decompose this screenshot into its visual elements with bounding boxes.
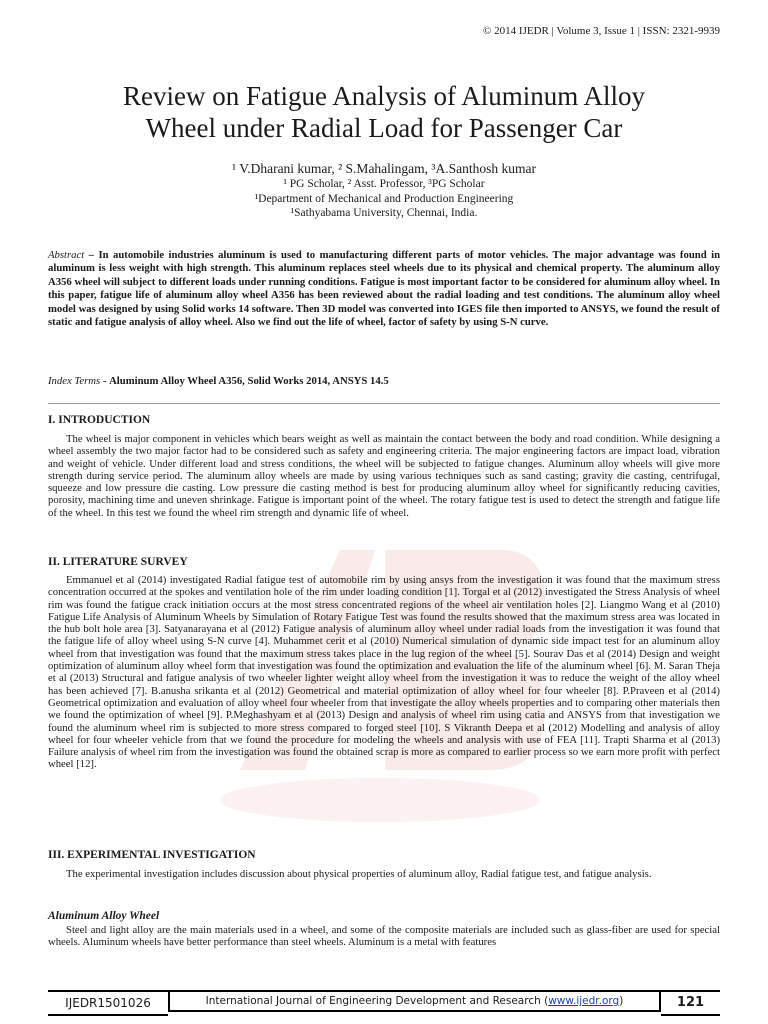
- experimental-investigation-text: The experimental investigation includes discussion about physical properties of aluminum alloy, Radial fatigue test, and fatigue analysis.: [66, 868, 652, 880]
- abstract-text: In automobile industries aluminum is used to manufacturing different parts of motor vehicles. The major advantage was found in aluminum is less weight with high strength. This aluminum replaces steel wheels due to its physical and chemical property. The aluminum alloy A356 wheel will subject to different loads under running conditions. Fatigue is most important factor to be considered for aluminum alloy wheel. In this paper, fatigue life of aluminum alloy wheel A356 has been reviewed about the radial loading and test conditions. The aluminum alloy wheel model was designed by using Solid works 14 software. Then 3D model was converted into IGES file then imported to ANSYS, we found the result of static and fatigue analysis of alloy wheel. Also we find out the life of wheel, factor of safety by using S-N curve.: [48, 249, 721, 329]
- author-department: ¹Department of Mechanical and Production Engineering: [254, 192, 514, 205]
- page-footer: [48, 990, 720, 1018]
- title-line-2: Wheel under Radial Load for Passenger Car: [145, 113, 623, 143]
- heading-experimental-investigation: III. EXPERIMENTAL INVESTIGATION: [48, 849, 256, 861]
- heading-aluminum-alloy-wheel: Aluminum Alloy Wheel: [48, 910, 160, 922]
- abstract-label: Abstract: [48, 249, 85, 261]
- heading-introduction: I. INTRODUCTION: [48, 414, 151, 426]
- abstract-separator: –: [84, 249, 99, 261]
- index-terms-values: Aluminum Alloy Wheel A356, Solid Works 2014, ANSYS 14.5: [109, 375, 389, 387]
- author-block: [48, 160, 720, 221]
- journal-name-close: ): [619, 995, 624, 1007]
- index-terms-label: Index Terms: [48, 375, 101, 387]
- paper-title: [48, 80, 720, 144]
- page-number: 121: [661, 990, 720, 1016]
- heading-literature-survey: II. LITERATURE SURVEY: [48, 556, 188, 568]
- author-roles: ¹ PG Scholar, ² Asst. Professor, ³PG Scholar: [283, 178, 485, 190]
- introduction-text: The wheel is major component in vehicles which bears weight as well as maintain the contact between the body and road condition. While designing a wheel assembly the two major factor had to be considered such as safety and engineering criteria. The major engineering factors are impact load, vibration and weight of vehicle. Under different load and stress conditions, the wheel will be subjected to fatigue changes. Aluminum alloy wheels will give more strength during service period. The aluminum alloy wheels are made by using various techniques such as sand casting; gravity die casting, centrifugal, squeeze and low pressure die casting. Low pressure die casting method is best for producing aluminum alloy wheel for significantly reducing cavities, porosity, machining time and uneven shrinkage. Fatigue is important point of the wheel. The rotary fatigue test is used to detect the strength and fatigue life of the wheel. In this test we found the wheel rim strength and dynamic life of wheel.: [48, 433, 720, 519]
- section-divider: [48, 403, 720, 404]
- abstract: [48, 249, 720, 329]
- index-terms-separator: -: [100, 375, 110, 387]
- author-university: ¹Sathyabama University, Chennai, India.: [290, 207, 478, 219]
- journal-link[interactable]: www.ijedr.org: [548, 995, 620, 1007]
- literature-survey-text: Emmanuel et al (2014) investigated Radial fatigue test of automobile rim by using ansys from the investigation it was found that the maximum stress concentration occurred at the spokes and ventilation hole of the rim under loading condition [1]. Torgal et al (2012) investigated the Stress Analysis of wheel rim was found the fatigue crack initiation occurs at the most stress concentrated regions of the wheel air ventilation holes [2]. Liangmo Wang et al (2010) Fatigue Life Analysis of Aluminum Wheels by Simulation of Rotary Fatigue Test was found the results showed that the maximum stress area was located in the hub bolt hole area [3]. Satyanarayana et al (2012) Fatigue analysis of aluminum alloy wheel under radial loads from the investigation it was found that the fatigue life of alloy wheel using S-N curve [4]. Muhammet cerit et al (2010) Numerical simulation of dynamic side impact test for an aluminum alloy wheel from that investigation was found that the maximum stress takes place in the lug region of the wheel [5]. Sourav Das et al (2014) Design and weight optimization of aluminum alloy wheel form that investigation was found the optimization and evaluation the life of the aluminum wheel [6]. M. Saran Theja et al (2013) Structural and fatigue analysis of two wheeler lighter weight alloy wheel from the investigation it was to reduce the weight of the alloy wheel has been achieved [7]. B.anusha srikanta et al (2012) Geometrical and material optimization of alloy wheel for four wheeler [8]. P.Praveen et al (2014) Geometrical optimization and evaluation of alloy wheel four wheeler from that investigate the alloy wheels properties and to comparing other materials then we found the optimization of wheel [9]. P.Meghashyam et al (2013) Design and analysis of wheel rim using catia and ANSYS from that investigation we found the aluminum wheel rim is subjected to more stress compared to forged steel [10]. S Vikranth Deepa et al (2012) Modelling and analysis of alloy wheel for four wheeler vehicle from that we found the procedure for modeling the wheels and analysis with use of FEA [11]. Trapti Sharma et al (2013) Failure analysis of wheel rim from the investigation was found the obtained scrap is more as compared to earlier process so we earn more profit with perfect wheel [12].: [48, 574, 720, 771]
- index-terms: [48, 375, 720, 387]
- paper-code: IJEDR1501026: [48, 990, 168, 1016]
- journal-footer: [168, 990, 661, 1012]
- title-line-1: Review on Fatigue Analysis of Aluminum Alloy: [123, 81, 645, 111]
- journal-name: International Journal of Engineering Development and Research (: [205, 995, 549, 1007]
- author-names: ¹ V.Dharani kumar, ² S.Mahalingam, ³A.Santhosh kumar: [232, 161, 536, 176]
- journal-header: © 2014 IJEDR | Volume 3, Issue 1 | ISSN: 2321-9939: [483, 25, 720, 37]
- aluminum-alloy-wheel-text: Steel and light alloy are the main materials used in a wheel, and some of the composite materials are included such as glass-fiber are used for special wheels. Aluminum wheels have better performance than steel wheels. Aluminum is a metal with features: [48, 924, 720, 949]
